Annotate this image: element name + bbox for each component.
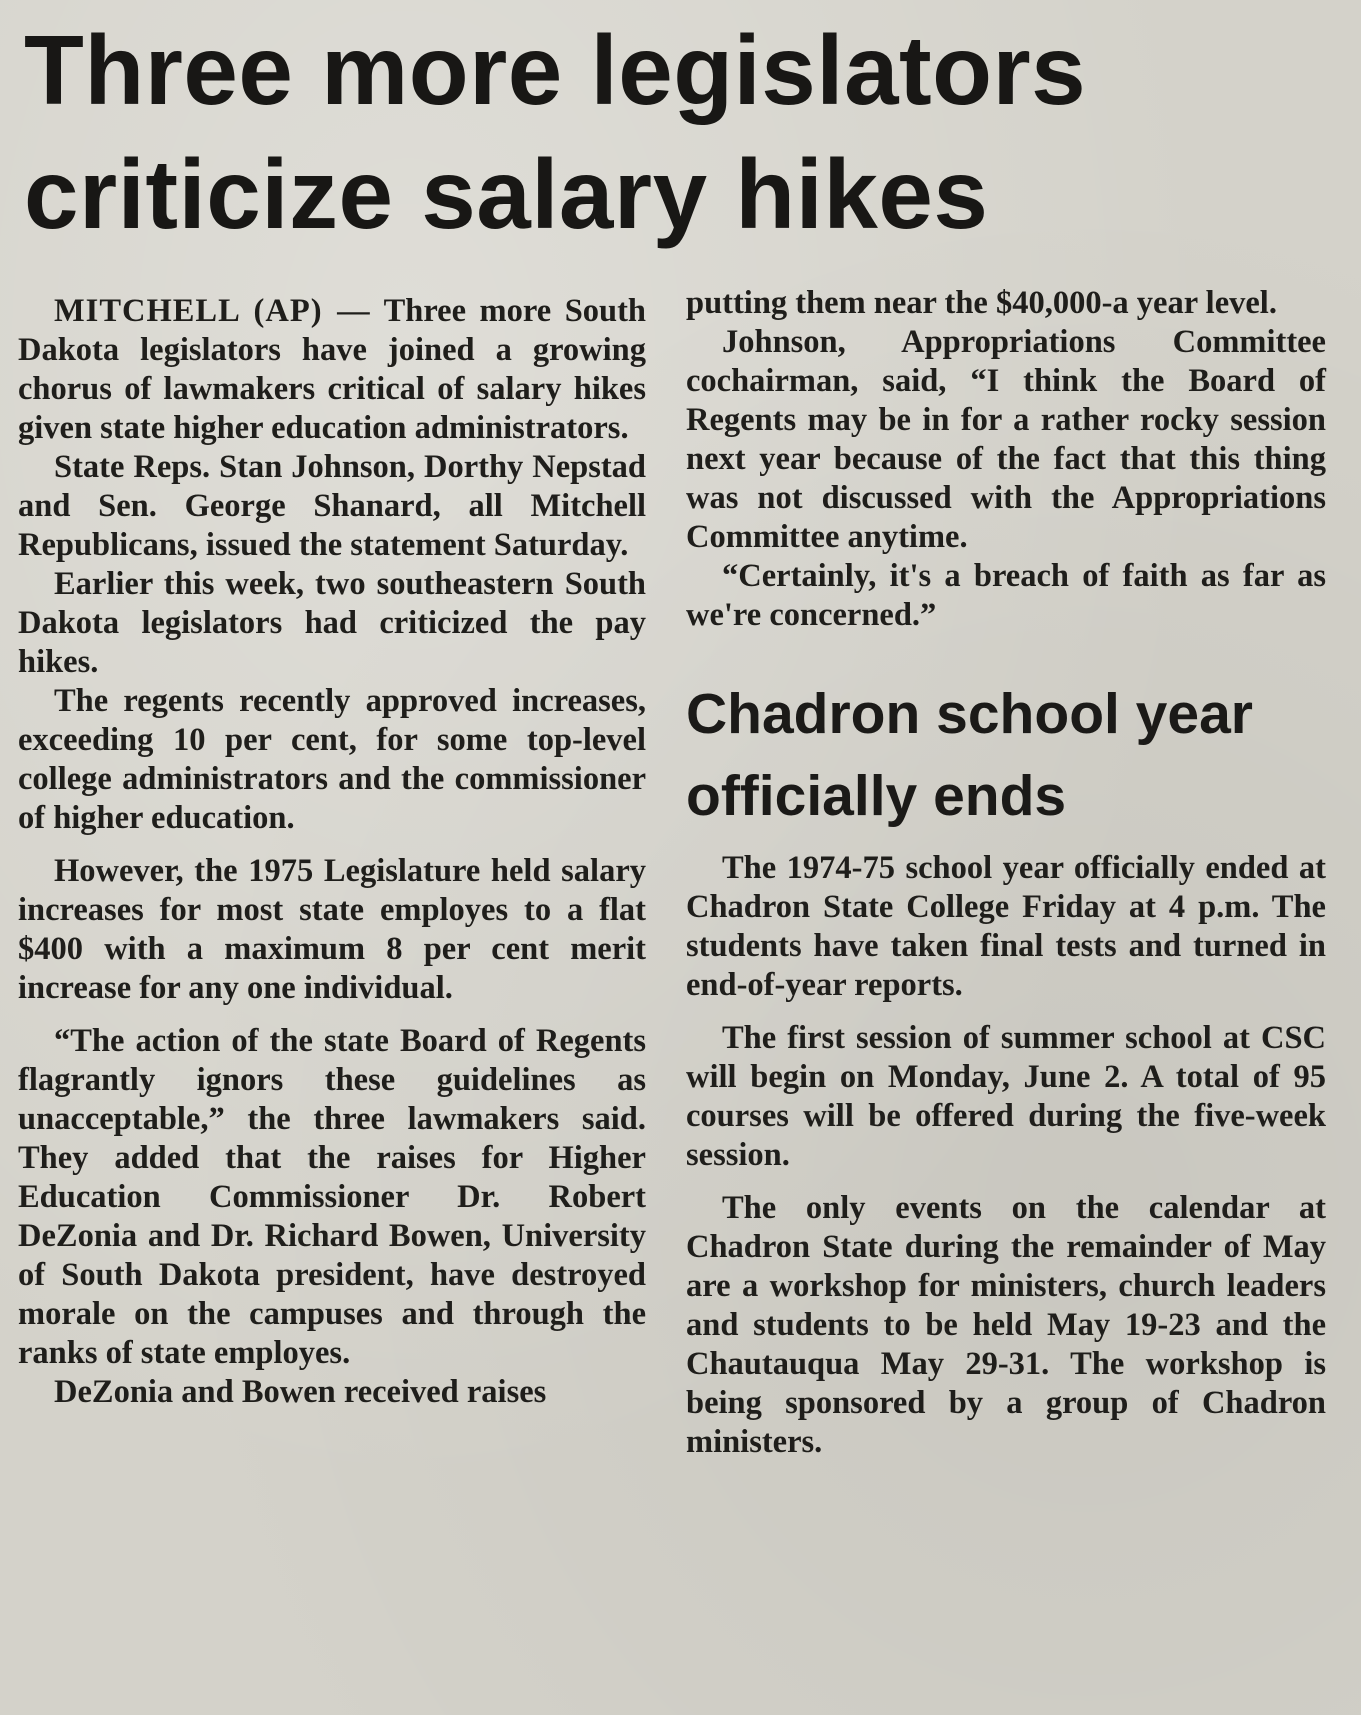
article-paragraph: “The action of the state Board of Regents flagrantly ignors these guidelines as unacceptable,” the three lawmakers said. They added that the raises for Higher Education Commissioner Dr. Robert DeZonia and Dr. Richard Bowen, University of South Dakota president, have destroyed morale on the campuses and through the ranks of state employes. (18, 1023, 646, 1371)
article-paragraph: DeZonia and Bowen received raises (54, 1374, 547, 1410)
article-paragraph: State Reps. Stan Johnson, Dorthy Nepstad and Sen. George Shanard, all Mitchell Republicans, issued the statement Saturday. (18, 449, 646, 563)
article-paragraph: Johnson, Appropriations Committee cochairman, said, “I think the Board of Regents may be in for a rather rocky session next year because of the fact that this thing was not discussed with the Appropriations Committee anytime. (686, 324, 1326, 555)
second-article-headline: Chadron school year officially ends (686, 682, 1253, 828)
article-dateline: MITCHELL (AP) — (54, 293, 371, 329)
article-paragraph: Earlier this week, two southeastern South Dakota legislators had criticized the pay hikes. (18, 566, 646, 680)
second-article-paragraph: The 1974-75 school year officially ended at Chadron State College Friday at 4 p.m. The students have taken final tests and turned in end-of-year reports. (686, 850, 1326, 1003)
article-paragraph-continued: putting them near the $40,000-a year level. (686, 285, 1277, 321)
article-paragraph: The regents recently approved increases, exceeding 10 per cent, for some top-level college administrators and the commissioner of higher education. (18, 683, 646, 836)
second-article-paragraph: The first session of summer school at CSC will begin on Monday, June 2. A total of 95 courses will be offered during the five-week session. (686, 1020, 1326, 1173)
left-column (18, 292, 646, 1412)
article-paragraph: However, the 1975 Legislature held salary increases for most state employes to a flat $400 with a maximum 8 per cent merit increase for any one individual. (18, 853, 646, 1006)
right-column (686, 284, 1326, 1462)
article-paragraph: “Certainly, it's a breach of faith as far as we're concerned.” (686, 558, 1326, 633)
article-lead-paragraph (18, 292, 646, 448)
second-article-paragraph: The only events on the calendar at Chadron State during the remainder of May are a workshop for ministers, church leaders and students to be held May 19-23 and the Chautauqua May 29-31. The workshop is being sponsored by a group of Chadron ministers. (686, 1190, 1326, 1460)
article-headline: Three more legislators criticize salary hikes (24, 15, 1087, 249)
article-lead-text: Three more South Dakota legislators have joined a growing chorus of lawmakers critical of salary hikes given state higher education administrators. (18, 293, 646, 446)
